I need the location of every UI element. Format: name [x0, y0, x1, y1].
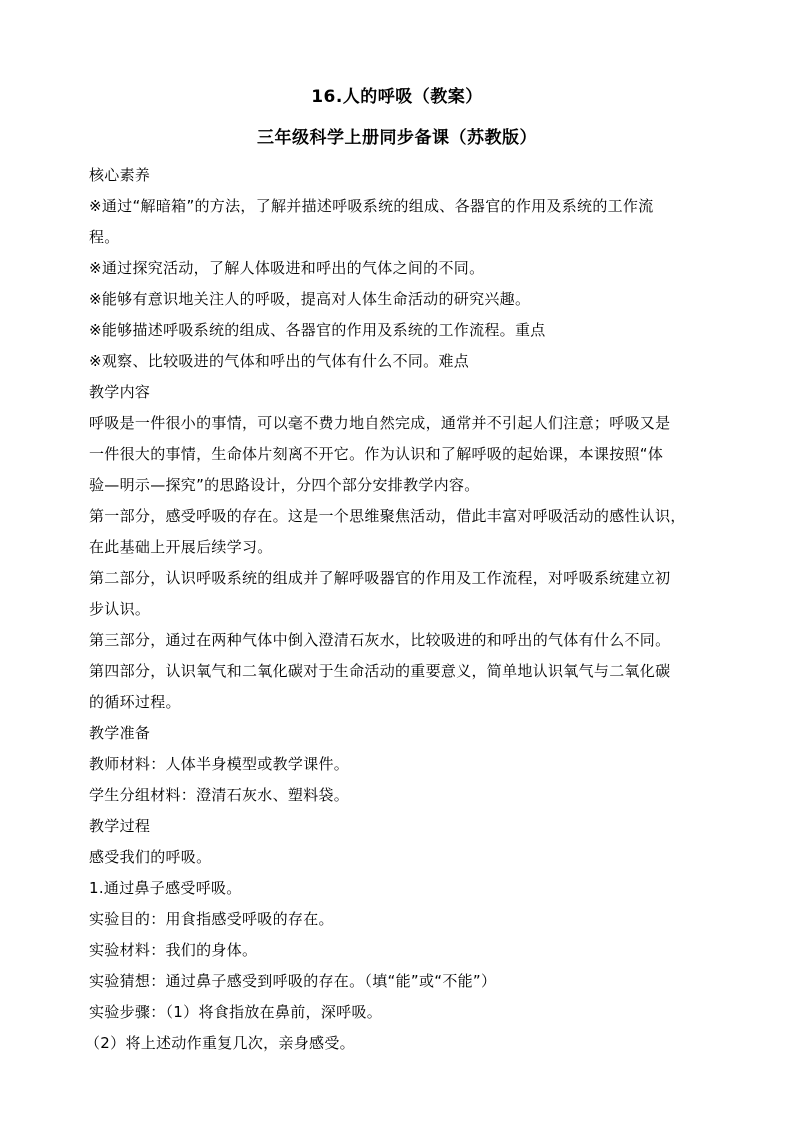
paragraph-line: 呼吸是一件很小的事情，可以毫不费力地自然完成，通常并不引起人们注意；呼吸又是: [89, 414, 671, 432]
paragraph-line: 第二部分，认识呼吸系统的组成并了解呼吸器官的作用及工作流程，对呼吸系统建立初: [89, 569, 671, 587]
section-heading-core-literacy: 核心素养: [89, 166, 151, 184]
objective-line: ※通过“解暗箱”的方法，了解并描述呼吸系统的组成、各器官的作用及系统的工作流: [89, 197, 654, 215]
paragraph-line: 第三部分，通过在两种气体中倒入澄清石灰水，比较吸进的和呼出的气体有什么不同。: [89, 631, 671, 649]
objective-line: ※能够描述呼吸系统的组成、各器官的作用及系统的工作流程。重点: [89, 321, 546, 339]
process-line: 感受我们的呼吸。: [89, 848, 212, 866]
document-body: [85, 160, 709, 1059]
process-line: 1.通过鼻子感受呼吸。: [89, 879, 242, 897]
paragraph-line: 的循环过程。: [89, 693, 181, 711]
process-line: （2）将上述动作重复几次，亲身感受。: [85, 1034, 355, 1052]
paragraph-line: 一件很大的事情，生命体片刻离不开它。作为认识和了解呼吸的起始课，本课按照“体: [89, 445, 664, 463]
paragraph-line: 验—明示—探究”的思路设计，分四个部分安排教学内容。: [89, 476, 480, 494]
objective-line: ※能够有意识地关注人的呼吸，提高对人体生命活动的研究兴趣。: [89, 290, 531, 308]
paragraph-line: 在此基础上开展后续学习。: [89, 538, 273, 556]
objective-line: ※观察、比较吸进的气体和呼出的气体有什么不同。难点: [89, 352, 470, 370]
process-line: 实验步骤：（1）将食指放在鼻前，深呼吸。: [89, 1003, 383, 1021]
objective-line: ※通过探究活动，了解人体吸进和呼出的气体之间的不同。: [89, 259, 485, 277]
section-heading-teaching-content: 教学内容: [89, 383, 151, 401]
process-line: 实验目的：用食指感受呼吸的存在。: [89, 910, 334, 928]
process-line: 实验猜想：通过鼻子感受到呼吸的存在。（填“能”或“不能”）: [89, 972, 497, 990]
process-line: 实验材料：我们的身体。: [89, 941, 258, 959]
section-heading-teaching-preparation: 教学准备: [89, 724, 151, 742]
objective-line: 程。: [89, 228, 120, 246]
materials-line: 学生分组材料：澄清石灰水、塑料袋。: [89, 786, 350, 804]
document-title: 16.人的呼吸（教案）: [311, 87, 483, 107]
document-subtitle: 三年级科学上册同步备课（苏教版）: [257, 128, 537, 148]
section-heading-teaching-process: 教学过程: [89, 817, 151, 835]
paragraph-line: 第四部分，认识氧气和二氧化碳对于生命活动的重要意义，简单地认识氧气与二氧化碳: [89, 662, 671, 680]
paragraph-line: 步认识。: [89, 600, 151, 618]
paragraph-line: 第一部分，感受呼吸的存在。这是一个思维聚焦活动，借此丰富对呼吸活动的感性认识，: [89, 507, 686, 525]
materials-line: 教师材料：人体半身模型或教学课件。: [89, 755, 350, 773]
